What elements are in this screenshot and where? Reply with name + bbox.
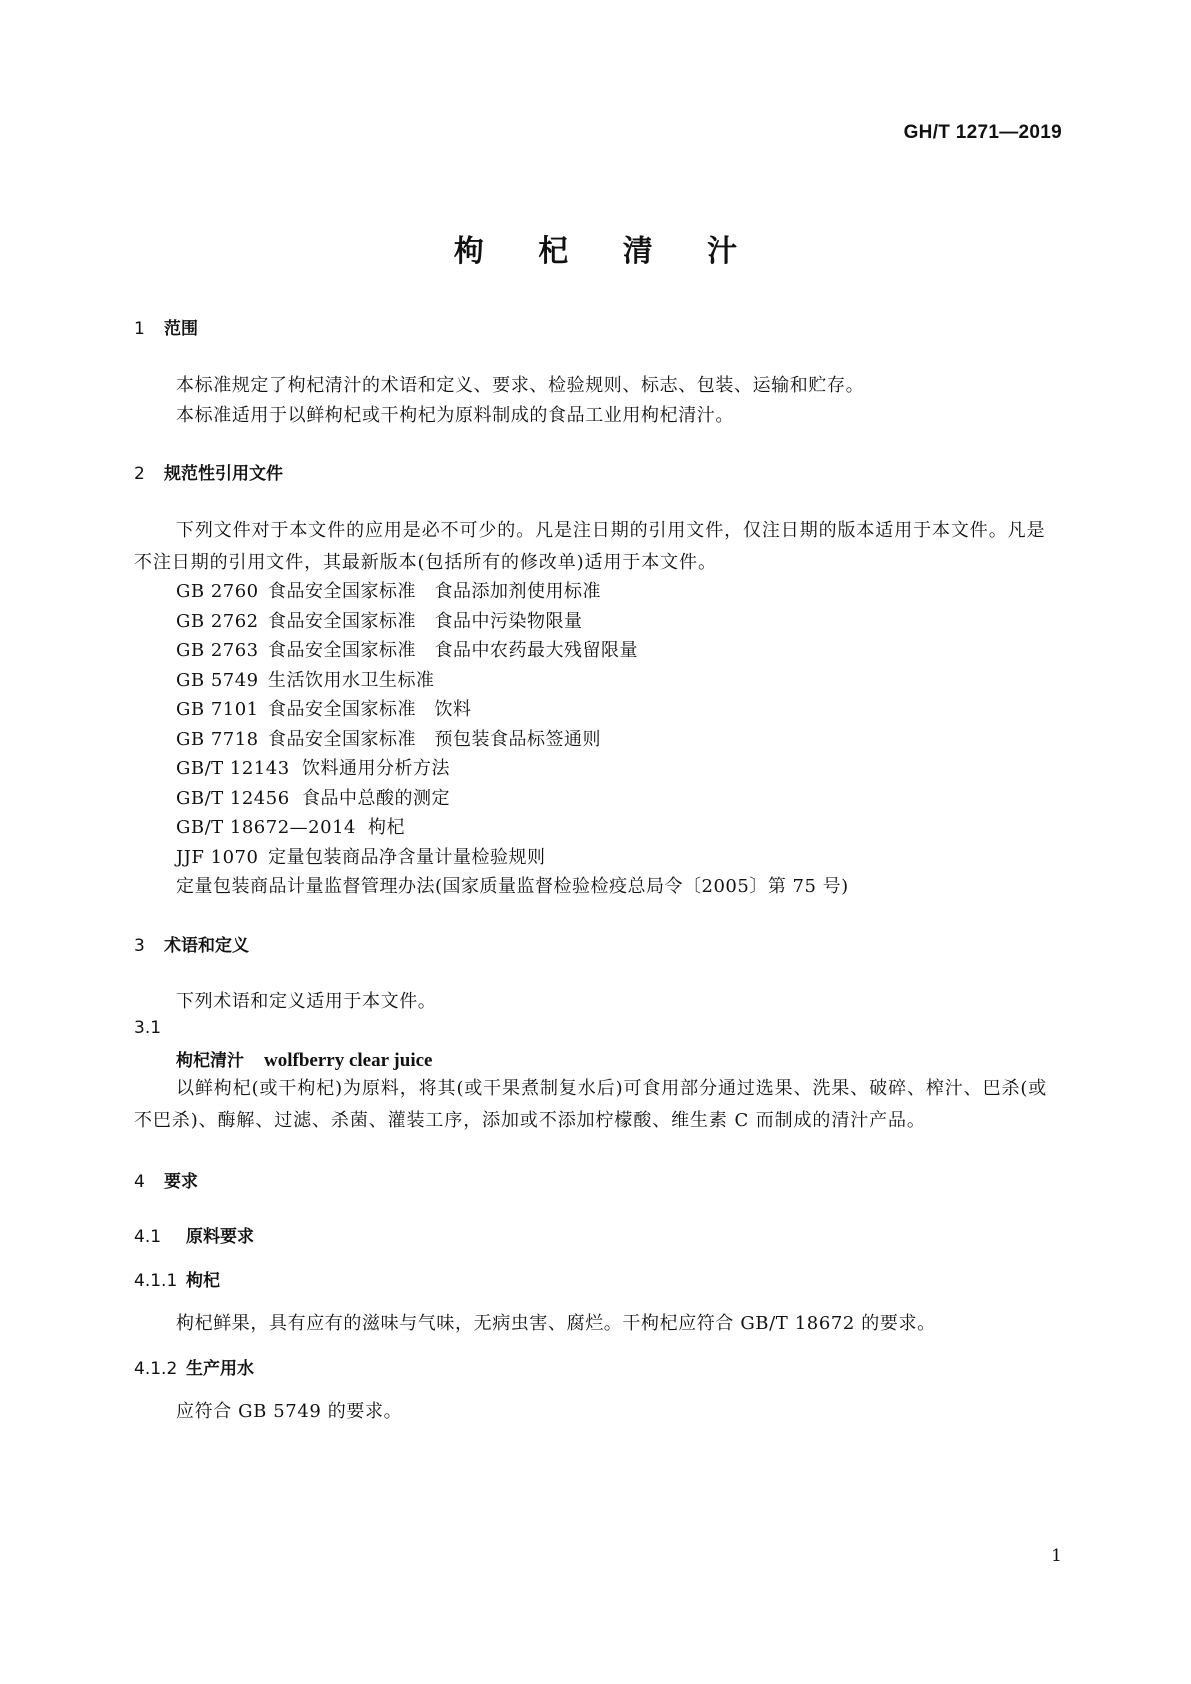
section-title: 要求 — [164, 1172, 198, 1192]
reference-item — [176, 695, 472, 721]
reference-code: JJF 1070 — [176, 847, 259, 868]
section-3-heading — [134, 931, 249, 956]
section-number: 1 — [134, 319, 145, 339]
reference-title: 食品中总酸的测定 — [302, 788, 450, 809]
reference-code: GB 7718 — [176, 729, 259, 750]
reference-item — [176, 666, 435, 692]
paragraph: 下列文件对于本文件的应用是必不可少的。凡是注日期的引用文件，仅注日期的版本适用于本文件。凡是不注日期的引用文件，其最新版本(包括所有的修改单)适用于本文件。 — [134, 520, 1046, 573]
reference-code: GB 2760 — [176, 581, 259, 602]
section-number: 2 — [134, 464, 145, 484]
term-english: wolfberry clear juice — [264, 1050, 433, 1071]
subsection-4-1-heading — [134, 1222, 254, 1247]
reference-code: GB/T 12456 — [176, 788, 290, 809]
section-title: 原料要求 — [186, 1227, 254, 1247]
reference-item — [176, 754, 450, 780]
standard-number: GH/T 1271—2019 — [903, 122, 1062, 143]
reference-title: 饮料通用分析方法 — [302, 758, 450, 779]
reference-title: 枸杞 — [368, 817, 405, 838]
definition: 以鲜枸杞(或干枸杞)为原料，将其(或干果煮制复水后)可食用部分通过选果、洗果、破碎、榨汁、巴杀(或不巴杀)、酶解、过滤、杀菌、灌装工序，添加或不添加柠檬酸、维生素 C 而制成的清汁产品。 — [134, 1078, 1048, 1131]
section-number: 4 — [134, 1172, 145, 1192]
reference-item — [176, 577, 601, 603]
paragraph: 本标准规定了枸杞清汁的术语和定义、要求、检验规则、标志、包装、运输和贮存。 — [176, 375, 865, 396]
reference-code: GB 5749 — [176, 670, 259, 691]
reference-item — [176, 725, 601, 751]
section-title: 规范性引用文件 — [164, 464, 283, 484]
reference-title: 定量包装商品净含量计量检验规则 — [268, 847, 546, 868]
reference-item — [176, 813, 405, 839]
subsection-4-1-2-heading — [134, 1354, 254, 1379]
paragraph: 下列术语和定义适用于本文件。 — [176, 991, 437, 1012]
section-1-heading — [134, 314, 198, 339]
reference-title: 食品安全国家标准 饮料 — [268, 699, 472, 720]
section-title: 术语和定义 — [164, 936, 249, 956]
reference-item: 定量包装商品计量监督管理办法(国家质量监督检验检疫总局令〔2005〕第 75 号) — [176, 876, 849, 897]
section-title: 生产用水 — [186, 1359, 254, 1379]
section-title: 枸杞 — [186, 1271, 220, 1291]
reference-title: 食品安全国家标准 预包装食品标签通则 — [268, 729, 601, 750]
reference-code: GB 2763 — [176, 640, 259, 661]
reference-item — [176, 607, 583, 633]
section-number: 4.1.2 — [134, 1359, 178, 1379]
section-4-heading — [134, 1167, 198, 1192]
paragraph: 应符合 GB 5749 的要求。 — [176, 1401, 403, 1422]
reference-item — [176, 784, 450, 810]
reference-title: 食品安全国家标准 食品添加剂使用标准 — [268, 581, 601, 602]
reference-title: 食品安全国家标准 食品中农药最大残留限量 — [268, 640, 638, 661]
section-title: 范围 — [164, 319, 198, 339]
section-2-heading — [134, 459, 283, 484]
reference-code: GB 2762 — [176, 611, 259, 632]
reference-title: 食品安全国家标准 食品中污染物限量 — [268, 611, 583, 632]
reference-item — [176, 636, 638, 662]
paragraph: 枸杞鲜果，具有应有的滋味与气味，无病虫害、腐烂。干枸杞应符合 GB/T 18672 的要求。 — [176, 1313, 936, 1334]
section-number: 4.1 — [134, 1227, 162, 1247]
term-chinese: 枸杞清汁 — [176, 1051, 244, 1071]
reference-code: GB/T 12143 — [176, 758, 290, 779]
subsection-4-1-1-heading — [134, 1266, 220, 1291]
term-entry — [176, 1046, 432, 1072]
document-title: 枸 杞 清 汁 — [453, 234, 760, 269]
paragraph: 本标准适用于以鲜枸杞或干枸杞为原料制成的食品工业用枸杞清汁。 — [176, 405, 734, 426]
clause-number: 3.1 — [134, 1018, 162, 1038]
reference-code: GB 7101 — [176, 699, 259, 720]
reference-title: 生活饮用水卫生标准 — [268, 670, 435, 691]
section-number: 4.1.1 — [134, 1271, 178, 1291]
section-number: 3 — [134, 936, 145, 956]
reference-item — [176, 843, 546, 869]
page-number: 1 — [1051, 1546, 1062, 1566]
reference-code: GB/T 18672—2014 — [176, 817, 356, 838]
